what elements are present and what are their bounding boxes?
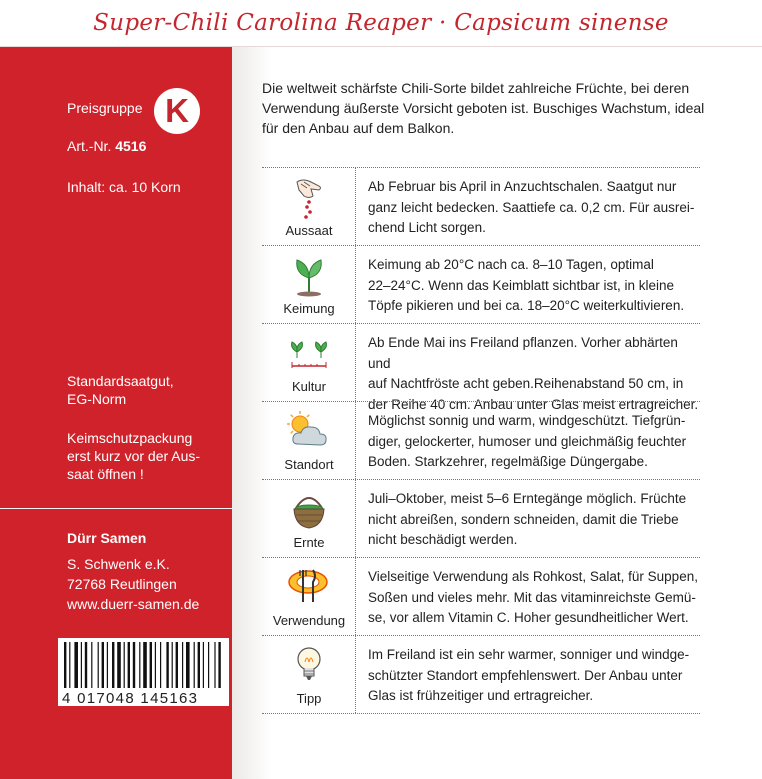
standard-seed-line2: EG-Norm (67, 391, 127, 407)
standard-seed-line1: Standardsaatgut, (67, 373, 174, 389)
sowing-hand-icon (289, 176, 329, 220)
text-line: 22–24°C. Wenn das Keimblatt sichtbar ist, in kleine (368, 277, 675, 293)
icon-cell (262, 168, 356, 245)
icon-cell (262, 324, 356, 401)
icon-cell (262, 480, 356, 557)
text-line: Soßen und vieles mehr. Mit das vitaminreichste Gemü- (368, 589, 696, 605)
row-description (368, 567, 702, 629)
keimschutz-line3: saat öffnen ! (67, 466, 144, 482)
text-line: Töpfe pikieren und bei ca. 18–20°C weiterkultivieren. (368, 298, 685, 313)
text-line: Möglichst sonnig und warm, windgeschützt. Tiefgrün- (368, 413, 686, 428)
text-line: diger, gelockerter, humoser und gleichmäßig feuchter (368, 433, 687, 449)
icon-label: Tipp (296, 691, 322, 706)
row-ernte (262, 479, 700, 557)
text-line: Keimung ab 20°C nach ca. 8–10 Tagen, optimal (368, 257, 654, 272)
company-city: 72768 Reutlingen (67, 576, 177, 592)
text-line: der Reihe 40 cm. Anbau unter Glas meist ertragreicher. (368, 396, 699, 412)
row-kultur (262, 323, 700, 412)
icon-label: Keimung (283, 301, 335, 316)
text-line: Ab Februar bis April in Anzuchtschalen. Saatgut nur (368, 179, 677, 194)
icon-cell (262, 558, 356, 635)
text-line: auf Nachtfröste acht geben.Reihenabstand 50 cm, in (368, 376, 684, 391)
preisgruppe-badge: K (154, 88, 200, 134)
icon-label: Kultur (292, 379, 326, 394)
text-line: nicht beschädigt werden. (368, 532, 518, 547)
keimschutz-line1: Keimschutzpackung (67, 430, 193, 446)
icon-label: Standort (284, 457, 334, 472)
header-bar (0, 0, 762, 47)
icon-label: Aussaat (285, 223, 333, 238)
intro-line: Verwendung äußerste Vorsicht geboten ist. Buschiges Wachstum, ideal (262, 100, 705, 116)
text-line: Vielseitige Verwendung als Rohkost, Salat, für Suppen, (368, 569, 698, 584)
icon-label: Verwendung (272, 613, 346, 628)
content-amount: Inhalt: ca. 10 Korn (67, 179, 181, 195)
icon-label: Ernte (293, 535, 325, 550)
text-line: Im Freiland ist ein sehr warmer, sonniger und windge- (368, 647, 690, 662)
product-title: Super-Chili Carolina Reaper · Capsicum sinense (93, 10, 669, 36)
row-tipp (262, 635, 700, 714)
text-line: ganz leicht bedecken. Saattiefe ca. 0,2 cm. Für ausrei- (368, 199, 695, 215)
article-number (67, 137, 146, 156)
barcode-number: 4 017048 145163 (62, 690, 199, 707)
row-description (368, 489, 702, 551)
article-number-label: Art.-Nr. (67, 138, 112, 154)
plant-spacing-icon (289, 332, 329, 376)
light-bulb-icon (289, 644, 329, 688)
row-description (368, 645, 702, 707)
row-aussaat (262, 167, 700, 245)
article-number-value: 4516 (115, 138, 147, 154)
company-name: Dürr Samen (67, 530, 147, 546)
seedling-icon (289, 254, 329, 298)
preisgruppe-label: Preisgruppe (67, 100, 143, 116)
row-standort (262, 401, 700, 479)
row-keimung (262, 245, 700, 323)
row-description (368, 255, 702, 317)
intro-line: Die weltweit schärfste Chili-Sorte bildet zahlreiche Früchte, bei deren (262, 80, 690, 96)
icon-cell (262, 636, 356, 713)
text-line: Boden. Starkzehrer, regelmäßige Düngergabe. (368, 454, 648, 469)
cultivation-table (262, 167, 700, 714)
text-line: chend Licht sorgen. (368, 220, 486, 235)
sidebar-divider (0, 508, 232, 509)
row-description (368, 177, 702, 239)
barcode-bars (58, 638, 229, 690)
text-line: Glas ist frühzeitiger und ertragreicher. (368, 688, 594, 703)
text-line: Juli–Oktober, meist 5–6 Erntegänge möglich. Früchte (368, 491, 687, 506)
text-line: schützter Standort empfehlenswert. Der Anbau unter (368, 667, 683, 683)
text-line: nicht abreißen, sondern schneiden, damit die Triebe (368, 511, 679, 527)
icon-cell (262, 402, 356, 479)
plate-cutlery-icon (286, 566, 330, 610)
company-owner: S. Schwenk e.K. (67, 556, 170, 572)
keimschutz-line2: erst kurz vor der Aus- (67, 448, 201, 464)
row-verwendung (262, 557, 700, 635)
text-line: se, vor allem Vitamin C. Hoher gesundheitlicher Wert. (368, 610, 689, 625)
sun-cloud-icon (286, 410, 330, 454)
harvest-basket-icon (289, 488, 329, 532)
intro-text (262, 78, 742, 138)
intro-line: für den Anbau auf dem Balkon. (262, 120, 455, 136)
text-line: Ab Ende Mai ins Freiland pflanzen. Vorher abhärten und (368, 335, 678, 371)
icon-cell (262, 246, 356, 323)
row-description (368, 411, 702, 473)
company-web: www.duerr-samen.de (67, 596, 200, 612)
